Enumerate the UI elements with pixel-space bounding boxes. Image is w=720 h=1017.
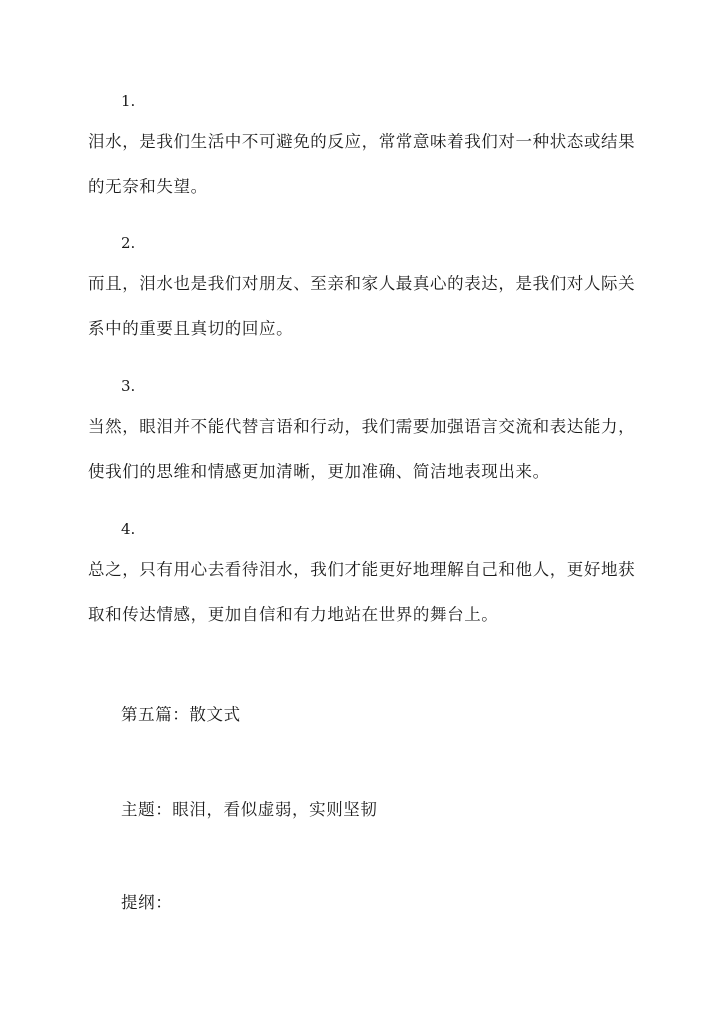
item-3-line-2: 使我们的思维和情感更加清晰，更加准确、简洁地表现出来。 — [88, 462, 550, 481]
item-4-line-1: 总之，只有用心去看待泪水，我们才能更好地理解自己和他人，更好地获 — [88, 560, 636, 579]
item-2-number: 2. — [121, 234, 136, 252]
item-4-paragraph — [88, 547, 648, 637]
item-1-line-1: 泪水，是我们生活中不可避免的反应，常常意味着我们对一种状态或结果 — [88, 132, 636, 151]
outline-label: 提纲： — [121, 893, 173, 912]
item-2-paragraph — [88, 261, 648, 351]
item-2-line-1: 而且，泪水也是我们对朋友、至亲和家人最真心的表达，是我们对人际关 — [88, 274, 636, 293]
item-4-number: 4. — [121, 520, 136, 538]
item-3-number: 3. — [121, 377, 136, 395]
item-2-line-2: 系中的重要且真切的回应。 — [88, 319, 294, 338]
item-1-number: 1. — [121, 92, 136, 110]
item-1-paragraph — [88, 119, 648, 209]
item-1-line-2: 的无奈和失望。 — [88, 177, 208, 196]
item-3-paragraph — [88, 404, 648, 494]
item-4-line-2: 取和传达情感，更加自信和有力地站在世界的舞台上。 — [88, 605, 499, 624]
section-title: 第五篇：散文式 — [121, 705, 241, 724]
theme-line: 主题：眼泪，看似虚弱，实则坚韧 — [121, 800, 378, 819]
item-3-line-1: 当然，眼泪并不能代替言语和行动，我们需要加强语言交流和表达能力， — [88, 417, 636, 436]
